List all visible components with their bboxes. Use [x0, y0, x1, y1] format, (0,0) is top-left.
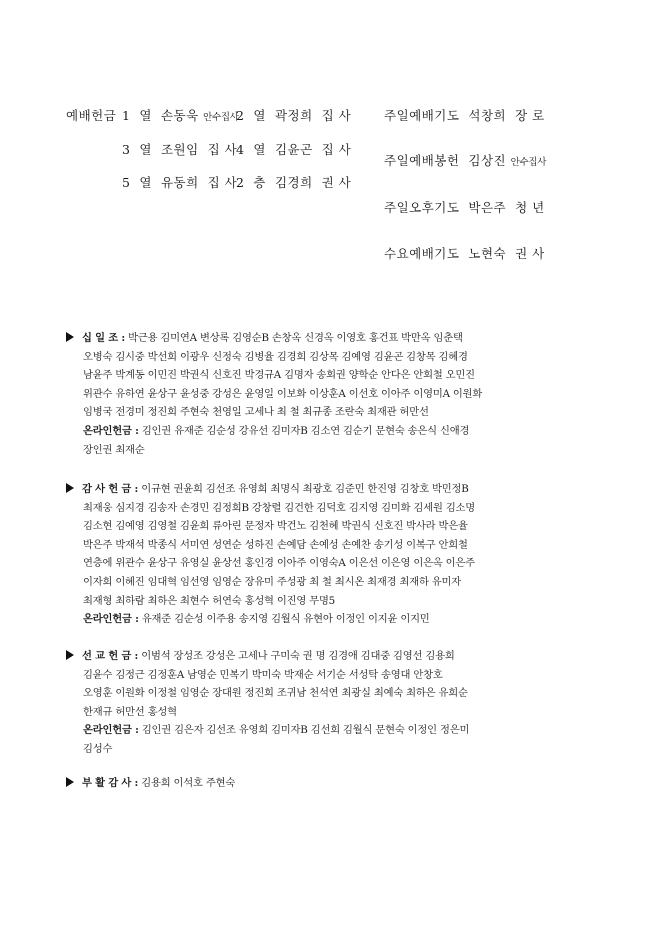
thanks-line: 김소현 김예영 김영철 김윤희 류아린 문정자 박건노 김천혜 박권식 신호진 박사라 박은율 — [83, 520, 468, 533]
tithe-title: 십 일 조 : — [82, 332, 125, 344]
thanks-line: 이자희 이혜진 임대혁 임선영 임영순 장유미 주성광 최 철 최시온 최재경 최재하 유미자 — [83, 575, 462, 588]
tithe-first-line: 십 일 조 : 박근용 김미연A 변상록 김영순B 손창옥 신경옥 이영호 홍건표 박만옥 임춘택 — [66, 329, 528, 348]
tithe-online-line: 장인권 최재순 — [83, 443, 145, 456]
service-role-3: 주일오후기도 박은주 청 년 — [384, 200, 545, 215]
thanks-line: 박은주 박재석 박종식 서미연 성연순 성하진 손예담 손예성 손예찬 송기성 이복구 안희철 — [83, 538, 468, 551]
triangle-bullet-icon — [66, 650, 74, 660]
thanks-first-line: 감 사 헌 금 : 이규현 권윤희 김선조 유영희 최명식 최광호 김준민 한진영 김창호 박민정B — [66, 480, 528, 499]
triangle-bullet-icon — [66, 777, 74, 787]
offering-row-3b: 2 층 김경희 권 사 — [236, 175, 352, 190]
mission-online-line: 온라인헌금 : 김인권 김은자 김선조 유영희 김미자B 김선희 김월식 문현숙 이정인 정은미 — [83, 724, 470, 737]
service-role-1: 주일예배기도 석창희 장 로 — [384, 108, 545, 123]
easter-section — [66, 774, 528, 793]
thanks-title: 감 사 헌 금 : — [82, 483, 139, 495]
offering-row-3: 5 열 유동희 집 사 — [122, 175, 238, 190]
tithe-online-line: 온라인헌금 : 김인권 유재준 김순성 강유선 김미자B 김소연 김순기 문현숙 송은식 신애경 — [83, 424, 470, 437]
thanks-line: 연층에 위관수 윤상구 유영실 윤상선 홍인경 이아주 이영숙A 이은선 이은영 이은옥 이은주 — [83, 557, 475, 570]
service-role-2: 주일예배봉헌 김상진 안수집사 — [384, 153, 547, 168]
offering-row-2: 3 열 조원임 집 사 — [122, 142, 238, 157]
mission-line: 오영훈 이원화 이정철 임영순 장대원 정진희 조귀남 천석연 최광실 최예숙 최하은 유희순 — [83, 687, 468, 700]
triangle-bullet-icon — [66, 332, 74, 342]
tithe-line: 위관수 유하연 윤상구 윤성중 강성은 윤영일 이보화 이상훈A 이선호 이아주 이영미A 이원화 — [83, 387, 483, 400]
offering-row-2b: 4 열 김윤곤 집 사 — [236, 142, 352, 157]
thanks-line: 최재웅 심지경 김송자 손경민 김정희B 강창렬 김건한 김덕호 김지영 김미화 김세원 김소명 — [83, 501, 476, 514]
offering-row-1: 1 열 손동욱 안수집사 — [122, 108, 239, 123]
mission-line: 한재규 허만선 홍성혁 — [83, 705, 177, 718]
service-role-4: 수요예배기도 노현숙 권 사 — [384, 246, 545, 261]
tithe-line: 남윤주 박계동 이민진 박권식 신호진 박경규A 김명자 송회권 양학순 안다은 안회철 오민진 — [83, 369, 475, 382]
tithe-line: 오병숙 김시중 박선희 이광우 신정숙 김병율 김경희 김상목 김예영 김윤곤 김창목 김혜경 — [83, 350, 468, 363]
offering-label: 예배헌금 — [66, 108, 117, 123]
offering-row-1b: 2 열 곽정희 집 사 — [236, 108, 352, 123]
mission-section — [66, 647, 528, 759]
tithe-section — [66, 329, 528, 459]
triangle-bullet-icon — [66, 483, 74, 493]
mission-online-line: 김성수 — [83, 742, 113, 755]
mission-first-line: 선 교 헌 금 : 이범석 장성조 강성은 고세나 구미숙 권 명 김경애 김대중 김영선 김용희 — [66, 647, 528, 666]
mission-line: 김윤수 김정근 김정훈A 남영순 민복기 박미숙 박재순 서기순 서성탁 송영대 안창호 — [83, 668, 443, 681]
easter-title: 부 활 감 사 : — [82, 777, 139, 789]
tithe-line: 임병국 전경미 정진희 주현숙 천영일 고세나 최 철 최규종 조란숙 최재관 허만선 — [83, 406, 429, 419]
thanks-line: 최재형 최하람 최하은 최현수 허연숙 홍성혁 이진영 무명5 — [83, 594, 336, 607]
thanks-section — [66, 480, 528, 629]
thanks-online-line: 온라인헌금 : 유재준 김순성 이주용 송지영 김월식 유현아 이정인 이지윤 이지민 — [83, 613, 430, 626]
easter-first-line: 부 활 감 사 : 김용희 이석호 주현숙 — [66, 774, 528, 793]
mission-title: 선 교 헌 금 : — [82, 650, 139, 662]
